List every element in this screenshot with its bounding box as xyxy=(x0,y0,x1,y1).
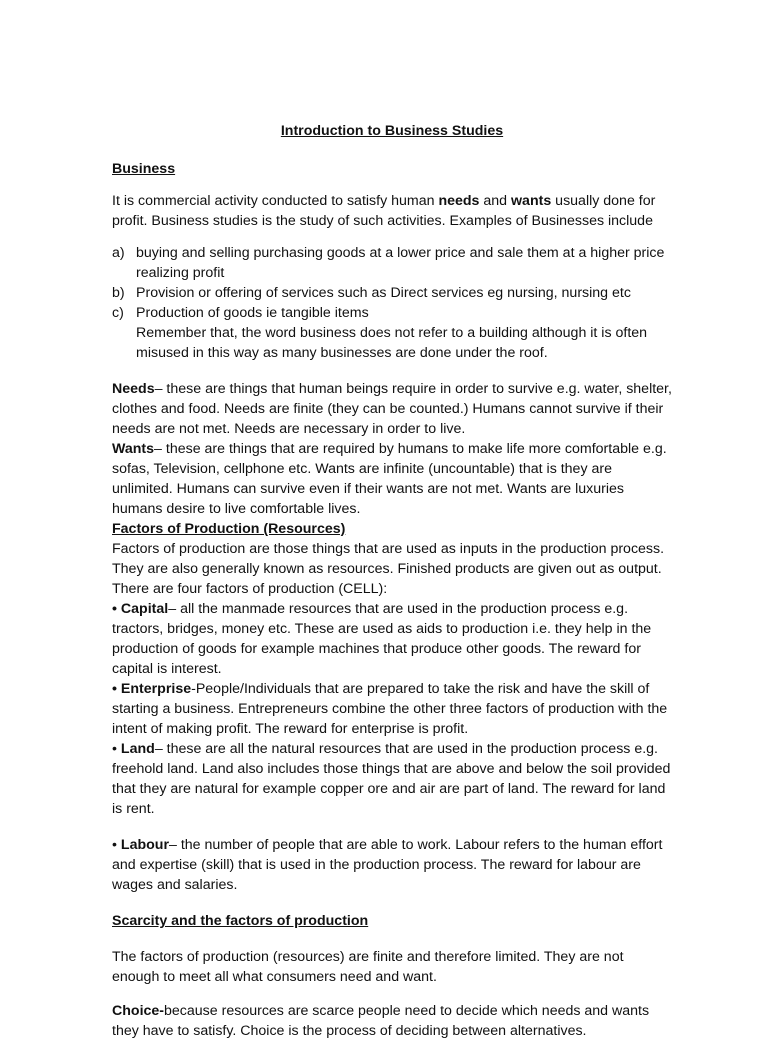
scarcity-heading: Scarcity and the factors of production xyxy=(112,913,369,929)
needs-paragraph xyxy=(112,379,672,439)
term-needs: needs xyxy=(438,193,480,209)
list-marker: a) xyxy=(112,245,125,261)
term: Enterprise xyxy=(120,681,192,697)
list-text: Production of goods ie tangible items xyxy=(136,305,369,321)
factors-intro: Factors of production are those things that are used as inputs in the production process. They are also generally known as resources. Finished products are given out as output. There are four factors of production (CELL): xyxy=(112,541,665,597)
term: Labour xyxy=(120,837,169,853)
factor-land xyxy=(112,739,672,819)
text: – all the manmade resources that are used in the production process e.g. tractors, bridges, money etc. These are used as aids to production i.e. they help in the production of goods for example machines that produce other goods. The reward for capital is interest. xyxy=(112,601,652,677)
factor-capital xyxy=(112,599,672,679)
list-item xyxy=(112,303,672,363)
business-examples-list xyxy=(112,243,672,363)
factor-enterprise xyxy=(112,679,672,739)
list-item xyxy=(112,243,672,283)
list-marker: c) xyxy=(112,305,124,321)
text: – these are all the natural resources that are used in the production process e.g. freehold land. Land also includes those things that are above and below the soil provided that they are natural for example copper ore and air are part of land. The reward for land is rent. xyxy=(112,741,671,817)
wants-paragraph xyxy=(112,439,672,519)
list-text: Provision or offering of services such as Direct services eg nursing, nursing etc xyxy=(136,285,631,301)
text: It is commercial activity conducted to satisfy human xyxy=(112,193,439,209)
business-heading: Business xyxy=(112,161,176,177)
term: Capital xyxy=(120,601,169,617)
text: usually done for profit. Business studies is the study of such activities. Examples of Businesses include xyxy=(112,193,656,229)
scarcity-paragraph: The factors of production (resources) are finite and therefore limited. They are not enough to meet all what consumers need and want. xyxy=(112,949,624,985)
document-title: Introduction to Business Studies xyxy=(280,123,504,139)
factors-heading: Factors of Production (Resources) xyxy=(112,521,346,537)
text: – the number of people that are able to work. Labour refers to the human effort and expertise (skill) that is used in the production process. The reward for labour are wages and salaries. xyxy=(112,837,663,893)
list-text: buying and selling purchasing goods at a lower price and sale them at a higher price realizing profit xyxy=(136,245,665,281)
text: and xyxy=(479,193,512,209)
text: because resources are scarce people need to decide which needs and wants they have to satisfy. Choice is the process of deciding between alternatives. xyxy=(112,1003,650,1039)
bullet: • xyxy=(112,601,121,617)
term-wants: wants xyxy=(511,193,552,209)
bullet: • xyxy=(112,741,121,757)
term: Choice- xyxy=(112,1003,165,1019)
remember-note: Remember that, the word business does not refer to a building although it is often misused in this way as many businesses are done under the roof. xyxy=(136,325,648,361)
text: – these are things that are required by humans to make life more comfortable e.g. sofas, Television, cellphone etc. Wants are infinite (uncountable) that is they are unlimited. Humans can survive even if their wants are not met. Wants are luxuries humans desire to live comfortable lives. xyxy=(112,441,667,517)
factor-labour xyxy=(112,835,672,895)
term: Land xyxy=(120,741,155,757)
bullet: • xyxy=(112,837,121,853)
term: Wants xyxy=(112,441,155,457)
list-item xyxy=(112,283,672,303)
business-intro xyxy=(112,191,672,231)
text: -People/Individuals that are prepared to take the risk and have the skill of starting a business. Entrepreneurs combine the other three factors of production with the intent of making profit. The reward for enterprise is profit. xyxy=(112,681,668,737)
text: – these are things that human beings require in order to survive e.g. water, shelter, clothes and food. Needs are finite (they can be counted.) Humans cannot survive if their needs are not met. Needs are necessary in order to live. xyxy=(112,381,672,437)
bullet: • xyxy=(112,681,121,697)
list-marker: b) xyxy=(112,285,125,301)
term: Needs xyxy=(112,381,155,397)
choice-paragraph xyxy=(112,1001,672,1041)
